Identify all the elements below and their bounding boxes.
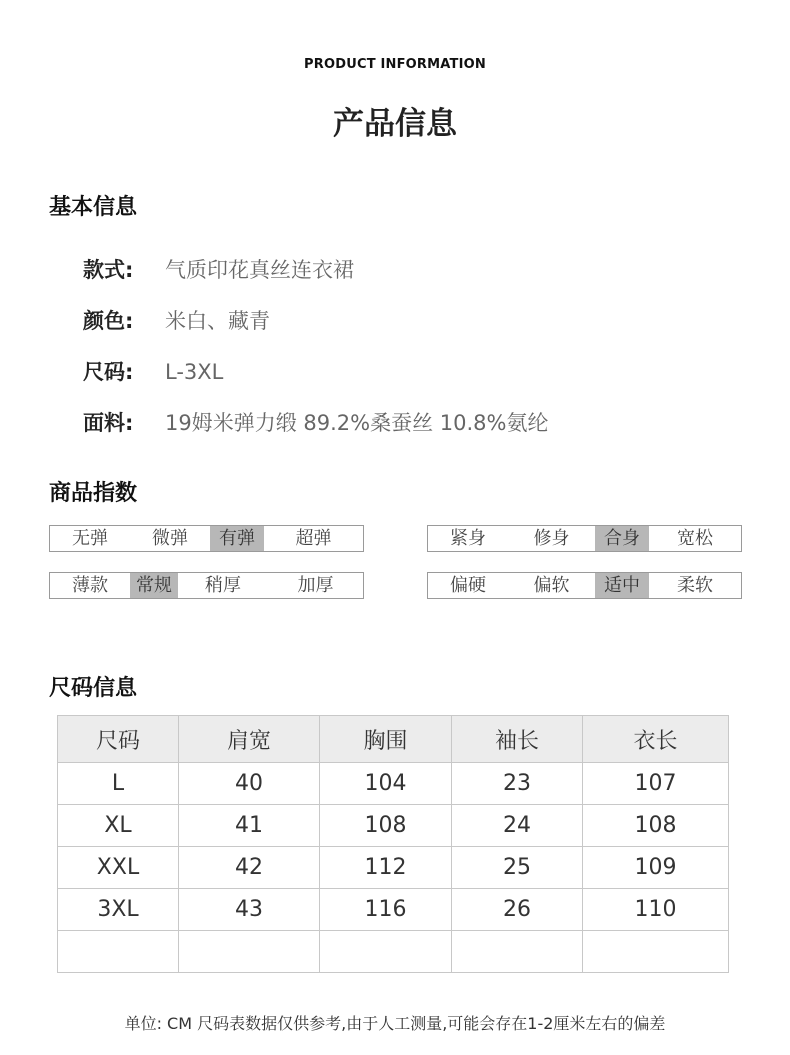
column-header: 肩宽 — [179, 716, 320, 763]
table-cell: 23 — [452, 763, 583, 805]
table-cell — [320, 931, 452, 973]
softness-option: 偏软 — [533, 575, 570, 596]
thickness-option-selected: 常规 — [130, 573, 178, 598]
info-value: 19姆米弹力缎 89.2%桑蚕丝 10.8%氨纶 — [165, 411, 549, 435]
softness-option: 偏硬 — [450, 575, 486, 596]
table-cell: XL — [58, 805, 179, 847]
section-size-info: 尺码信息 — [49, 676, 138, 701]
thickness-scale — [49, 572, 364, 599]
table-cell: 110 — [583, 889, 729, 931]
column-header: 衣长 — [583, 716, 729, 763]
table-row — [58, 889, 729, 931]
elasticity-option-selected: 有弹 — [210, 526, 264, 551]
table-cell: XXL — [58, 847, 179, 889]
column-header: 袖长 — [452, 716, 583, 763]
table-row — [58, 763, 729, 805]
size-table — [57, 715, 729, 973]
fit-option: 紧身 — [450, 528, 486, 549]
size-note: 单位: CM 尺码表数据仅供参考,由于人工测量,可能会存在1-2厘米左右的偏差 — [124, 1014, 666, 1033]
softness-option: 柔软 — [677, 575, 713, 596]
fit-option-selected: 合身 — [595, 526, 649, 551]
table-cell — [452, 931, 583, 973]
fit-scale — [427, 525, 742, 552]
section-basic-info: 基本信息 — [49, 195, 138, 220]
table-cell — [583, 931, 729, 973]
table-cell: 3XL — [58, 889, 179, 931]
table-cell: 40 — [179, 763, 320, 805]
table-cell: 112 — [320, 847, 452, 889]
page-title: 产品信息 — [333, 106, 457, 142]
table-cell: 26 — [452, 889, 583, 931]
column-header: 尺码 — [58, 716, 179, 763]
table-row-empty — [58, 931, 729, 973]
table-cell: 116 — [320, 889, 452, 931]
elasticity-option: 无弹 — [72, 528, 108, 549]
info-row-color — [83, 305, 270, 335]
table-cell: 25 — [452, 847, 583, 889]
column-header: 胸围 — [320, 716, 452, 763]
softness-scale — [427, 572, 742, 599]
table-row — [58, 805, 729, 847]
info-key: 款式: — [83, 258, 134, 282]
softness-option-selected: 适中 — [595, 573, 649, 598]
elasticity-option: 微弹 — [152, 528, 188, 549]
table-cell: 42 — [179, 847, 320, 889]
info-row-size — [83, 356, 223, 386]
info-row-fabric — [83, 407, 549, 437]
table-cell: 109 — [583, 847, 729, 889]
table-row — [58, 847, 729, 889]
fit-option: 修身 — [533, 528, 570, 549]
table-cell: 43 — [179, 889, 320, 931]
info-value: 米白、藏青 — [165, 309, 270, 333]
elasticity-scale — [49, 525, 364, 552]
elasticity-option: 超弹 — [295, 528, 332, 549]
size-table-header — [58, 716, 729, 763]
info-row-style — [83, 254, 354, 284]
table-cell: 107 — [583, 763, 729, 805]
thickness-option: 薄款 — [72, 575, 108, 596]
thickness-option: 稍厚 — [205, 575, 241, 596]
table-cell: L — [58, 763, 179, 805]
subtitle-en: PRODUCT INFORMATION — [304, 57, 486, 72]
table-cell — [58, 931, 179, 973]
table-cell: 108 — [320, 805, 452, 847]
table-cell — [179, 931, 320, 973]
info-key: 颜色: — [83, 309, 134, 333]
table-cell: 41 — [179, 805, 320, 847]
table-cell: 108 — [583, 805, 729, 847]
info-value: L-3XL — [165, 360, 224, 384]
table-cell: 24 — [452, 805, 583, 847]
section-product-index: 商品指数 — [49, 481, 138, 506]
table-cell: 104 — [320, 763, 452, 805]
fit-option: 宽松 — [677, 528, 713, 549]
info-key: 面料: — [83, 411, 134, 435]
info-value: 气质印花真丝连衣裙 — [165, 258, 354, 282]
info-key: 尺码: — [83, 360, 134, 384]
thickness-option: 加厚 — [297, 575, 334, 596]
